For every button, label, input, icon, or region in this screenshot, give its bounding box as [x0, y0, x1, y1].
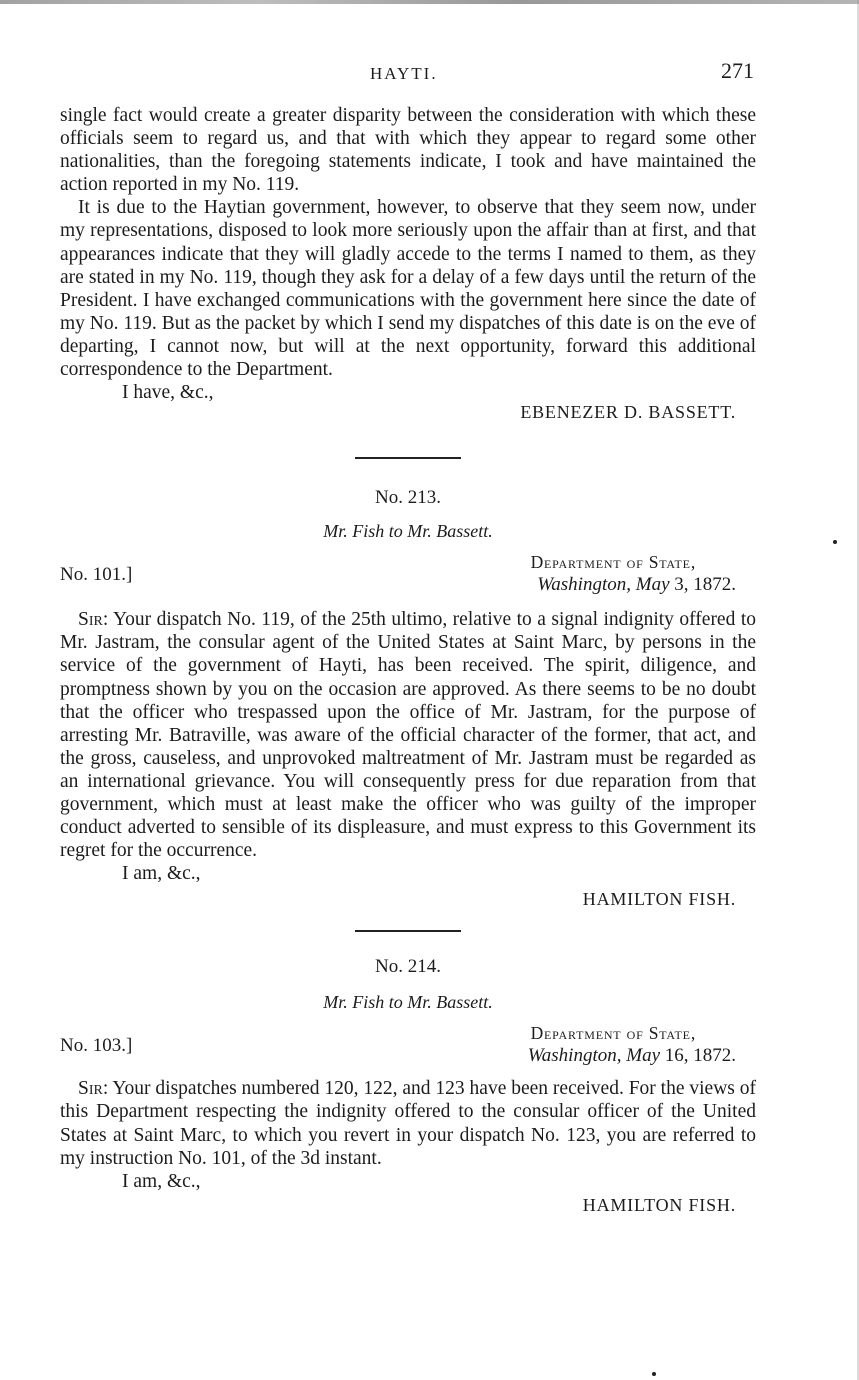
document-214-number: No. 214. [375, 956, 441, 978]
department-of-state: Department of State, [530, 552, 696, 573]
continuation-paragraph: single fact would create a greater disparity between the consideration with which these officials seem to regard us, and that with which they appear to regard some other nationalities, than the foregoing statements indicate, I took and have maintained the action reported in my No. 119. [60, 105, 756, 196]
salutation: Sir: [78, 1078, 109, 1100]
document-214-text: Sir: Your dispatches numbered 120, 122, and 123 have been received. For the views of this Department respecting the indignity offered to the consular officer of the United States at Saint Marc, to which you revert in your dispatch No. 123, you are referred to my instruction No. 101, of the 3d instant. [60, 1078, 756, 1169]
document-214-signature: HAMILTON FISH. [582, 1194, 736, 1215]
document-213-number: No. 213. [375, 487, 441, 509]
document-213-closing: I am, &c., [122, 863, 201, 885]
page-body [60, 104, 756, 1216]
document-214-date: Washington, May 16, 1872. [527, 1045, 736, 1067]
haytian-government-paragraph: It is due to the Haytian government, however, to observe that they seem now, under my representations, disposed to look more seriously upon the affair than at first, and that appearances indicate that they will gladly accede to the terms I named to them, as they are stated in my No. 119, though they ask for a delay of a few days until the return of the President. I have exchanged communications with the government here since the date of my No. 119. But as the packet by which I send my dispatches of this date is on the eve of departing, I cannot now, but will at the next opportunity, forward this additional correspondence to the Department. [60, 197, 756, 381]
running-header [60, 58, 760, 92]
running-title: HAYTI. [370, 64, 438, 83]
page-number: 271 [721, 58, 754, 83]
document-214-heading: Mr. Fish to Mr. Bassett. [323, 992, 493, 1013]
document-214-dateline [60, 1023, 756, 1071]
document-214-closing: I am, &c., [122, 1170, 201, 1192]
ink-speck [652, 1372, 656, 1376]
document-213-date: Washington, May 3, 1872. [537, 574, 736, 596]
document-213-heading: Mr. Fish to Mr. Bassett. [323, 521, 493, 542]
bassett-signature: EBENEZER D. BASSETT. [520, 402, 736, 423]
document-213-dateline [60, 552, 756, 600]
document-213-text: Sir: Your dispatch No. 119, of the 25th ultimo, relative to a signal indignity offered to Mr. Jastram, the consular agent of the United States at Saint Marc, by persons in the service of the government of Hayti, has been received. The spirit, diligence, and promptness shown by you on the occasion are approved. As there seems to be no doubt that the officer who trespassed upon the office of Mr. Jastram, for the purpose of arresting Mr. Batraville, was aware of the official character of the former, that act, and the gross, causeless, and unprovoked maltreatment of Mr. Jastram must be regarded as an international grievance. You will consequently press for due reparation from that government, which must at least make the officer who was guilty of the improper conduct adverted to sensible of its displeasure, and must express to this Government its regret for the occurrence. [60, 609, 756, 862]
instruction-101-number: No. 101.] [60, 564, 133, 586]
document-213-signature: HAMILTON FISH. [582, 889, 736, 910]
salutation: Sir: [78, 609, 109, 631]
department-of-state: Department of State, [530, 1023, 696, 1044]
page-top-edge [0, 0, 859, 4]
ink-speck [833, 540, 837, 544]
instruction-103-number: No. 103.] [60, 1035, 133, 1057]
bassett-closing: I have, &c., [122, 382, 214, 404]
